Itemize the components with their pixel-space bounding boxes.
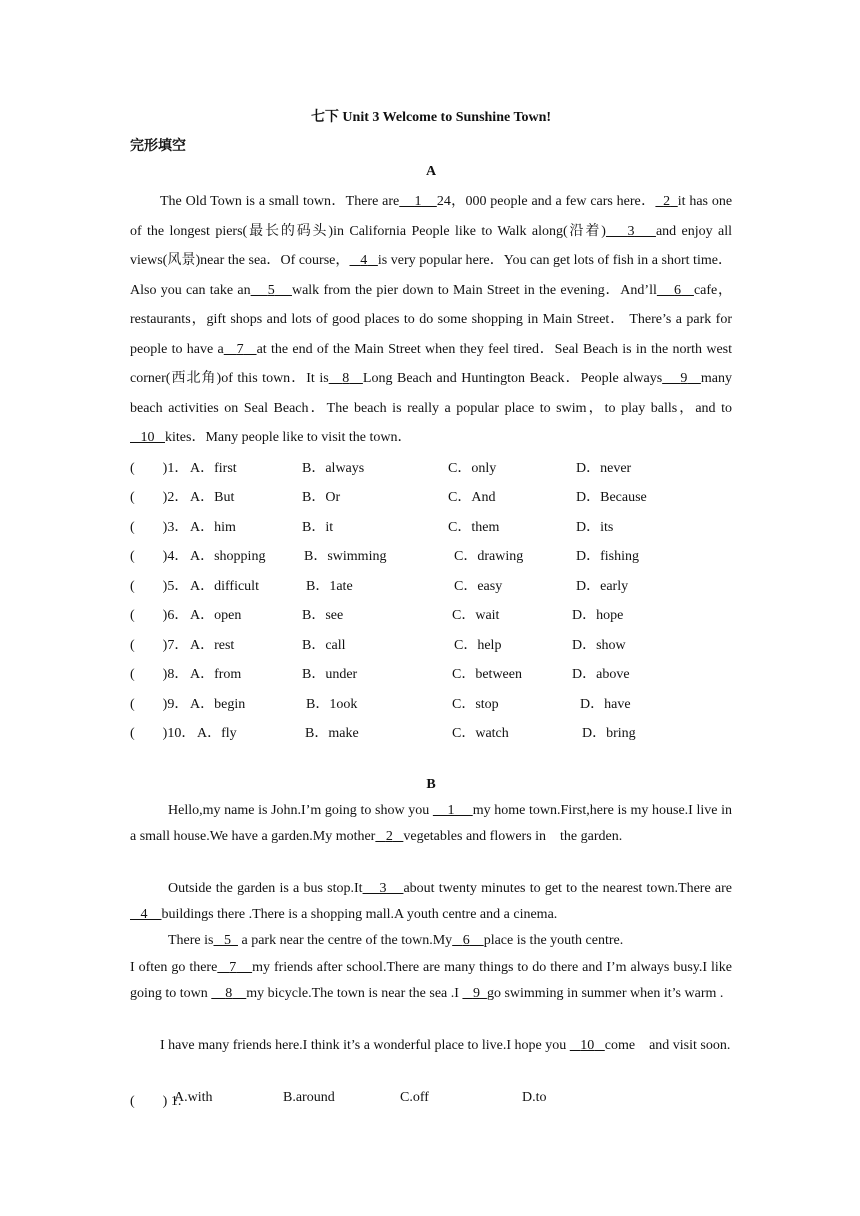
blank-4: 4 [360,253,368,268]
question-number: ( )5． [130,579,189,594]
passage-text: The Old Town is a small town．There are [160,194,400,209]
question-number: ( )3． [130,520,189,535]
option-d: D.to [522,1090,547,1105]
option-b: B．make [305,726,359,741]
question-number: ( )7． [130,638,189,653]
option-a: A．begin [190,697,246,712]
option-b: B.around [283,1090,335,1105]
option-b: B．under [302,667,358,682]
option-b: B．call [302,638,346,653]
blank-6: 6 [462,933,470,948]
option-d: D．Because [576,490,647,505]
passage-text: is very popular here．You can get lots of fish in a short time． Also you can take an [130,253,732,298]
question-number: ( )4． [130,549,189,564]
option-c: C.off [400,1090,429,1105]
option-d: D．its [576,520,614,535]
question-number: ( )8． [130,667,189,682]
blank-5: 5 [223,933,231,948]
passage-text: at the end of the Main Street when they feel tired．Seal Beach is in the north west corner(西北角)of this town．It is [130,341,733,386]
blank-1: 1 [447,803,455,818]
passage-text: walk from the pier down to Main Street in the evening．And’ll [291,282,657,298]
option-b: B．see [302,608,344,623]
blank-1: 1 [414,194,422,209]
part-a-letter: A [425,164,437,179]
option-c: C．easy [454,579,503,594]
passage-text: and enjoy all views(风景)near the sea．Of course， [130,223,733,268]
passage-text: it has one of the longest piers(最长的码头)in California People like to Walk along(沿着) [130,194,733,239]
passage-text: cafe，restaurants，gift shops and lots of good places to do some shopping in Main Street． There’s a park for people to have a [130,282,733,357]
option-a: A．him [190,520,236,535]
option-b: B．1ook [306,697,358,712]
option-b: B．always [302,461,365,476]
blank-10: 10 [140,430,155,445]
option-a: A．from [190,667,242,682]
option-c: C．only [448,461,497,476]
option-a: A．open [190,608,242,623]
question-number: ( )9． [130,697,189,712]
blank-10: 10 [580,1038,595,1053]
question-number: ( ) 1. [130,1094,182,1109]
passage-b-paragraph-1: Hello,my name is John.I’m going to show you 1 my home town.First,here is my house.I live in a small house.We have a garden.My mother 2 vegetables and flowers in the garden. [130,803,733,844]
passage-b-paragraph-4: I often go there 7 my friends after school.There are many things to do there and I’m always busy.I like going to town 8 my bicycle.The town is near the sea .I 9 go swimming in summer when it’s warm . [130,960,733,1001]
passage-text: 24，000 people and a few cars here． [436,194,656,209]
passage-text: kites．Many people like to visit the town． [165,430,412,445]
part-b-letter: B [426,777,436,792]
option-b: B．it [302,520,334,535]
blank-5: 5 [267,282,275,298]
passage-text: many beach activities on Seal Beach．The beach is really a popular place to swim，to play balls，and to [130,371,733,416]
option-d: D．have [580,697,631,712]
question-number: ( )1． [130,461,189,476]
option-d: D．never [576,461,632,476]
option-c: C．And [448,490,496,505]
option-c: C．stop [452,697,499,712]
blank-3: 3 [627,223,635,239]
option-a: A．shopping [190,549,266,564]
option-d: D．bring [582,726,636,741]
option-b: B．Or [302,490,341,505]
blank-9: 9 [680,371,688,386]
section-label: 完形填空 [130,139,186,154]
question-number: ( )2． [130,490,189,505]
option-a: A．difficult [190,579,259,594]
blank-8: 8 [225,986,233,1001]
blank-3: 3 [379,881,387,896]
option-c: C．them [448,520,500,535]
option-d: D．above [572,667,630,682]
option-a: A．But [190,490,235,505]
blank-7: 7 [229,960,237,975]
option-d: D．hope [572,608,624,623]
option-c: C．between [452,667,522,682]
passage-b-paragraph-2: Outside the garden is a bus stop.It 3 about twenty minutes to get to the nearest town.There are 4 buildings there .There is a shopping mall.A youth centre and a cinema. [130,876,732,928]
passage-b-paragraph-3: There is 5 a park near the centre of the town.My 6 place is the youth centre. [168,933,624,948]
blank-2: 2 [663,194,671,209]
page-title: 七下 Unit 3 Welcome to Sunshine Town! [310,110,552,125]
passage-b-paragraph-5: I have many friends here.I think it’s a wonderful place to live.I hope you 10 come and visit soon. [160,1038,731,1053]
blank-2: 2 [385,829,393,844]
passage-text: Long Beach and Huntington Beack．People always [362,371,663,386]
blank-7: 7 [236,341,244,357]
option-c: C．help [454,638,502,653]
option-a: A．rest [190,638,235,653]
option-b: B．swimming [304,549,387,564]
question-number: ( )6． [130,608,189,623]
passage-a [130,187,732,453]
option-d: D．show [572,638,626,653]
option-c: C．wait [452,608,500,623]
blank-9: 9 [472,986,480,1001]
blank-8: 8 [342,371,350,386]
blank-6: 6 [674,282,682,298]
option-c: C．watch [452,726,509,741]
option-c: C．drawing [454,549,524,564]
blank-4: 4 [140,907,148,922]
question-number: ( )10． [130,726,196,741]
option-d: D．early [576,579,629,594]
option-a: A．first [190,461,237,476]
option-a: A.with [174,1090,213,1105]
option-b: B．1ate [306,579,353,594]
option-a: A．fly [197,726,237,741]
option-d: D．fishing [576,549,639,564]
